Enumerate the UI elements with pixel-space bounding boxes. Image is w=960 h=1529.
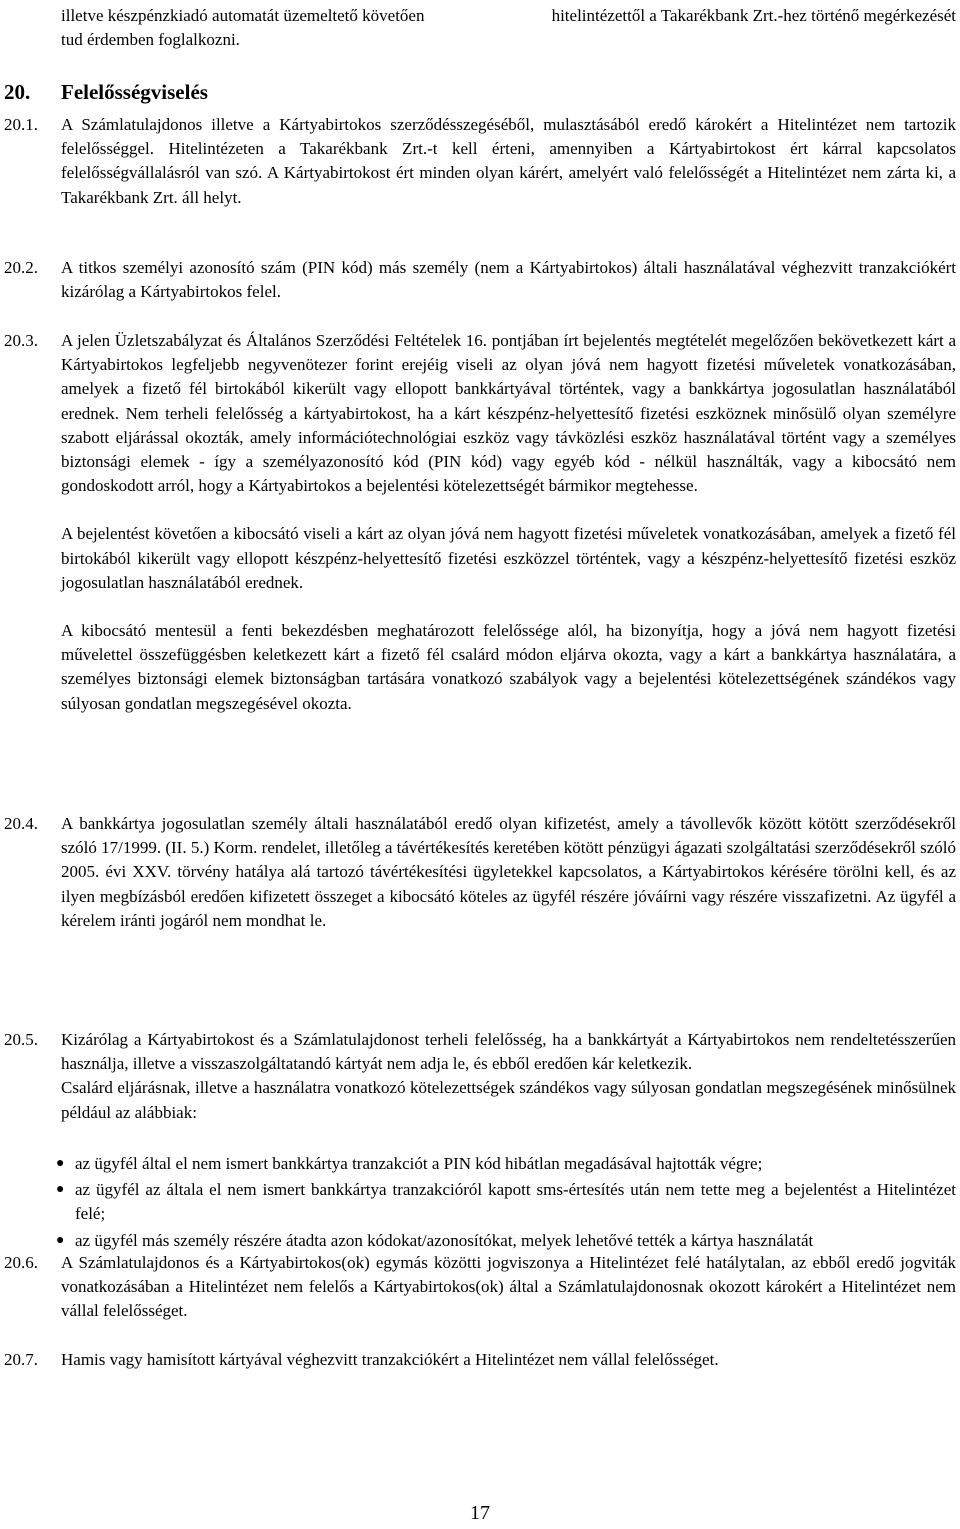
- clause-20-6: [4, 1251, 956, 1324]
- clause-number: 20.7.: [4, 1350, 38, 1369]
- clause-20-4: [4, 812, 956, 933]
- list-item: ● az ügyfél által el nem ismert bankkártya tranzakciót a PIN kód hibátlan megadásával hajtották végre;: [56, 1152, 956, 1176]
- clause-number: 20.4.: [4, 814, 38, 833]
- clause-20-5: [4, 1028, 956, 1125]
- bullet-icon: ●: [56, 1182, 65, 1198]
- list-item: ● az ügyfél az általa el nem ismert bankkártya tranzakcióról kapott sms-értesítés után nem tette meg a bejelentést a Hitelintézet felé;: [56, 1178, 956, 1226]
- clause-text: Hamis vagy hamisított kártyával véghezvitt tranzakciókért a Hitelintézet nem vállal felelősséget.: [61, 1350, 719, 1369]
- clause-paragraph: A kibocsátó mentesül a fenti bekezdésben meghatározott felelőssége alól, ha bizonyítja, hogy a jóvá nem hagyott fizetési művelettel összefüggésben keletkezett kárt a fizető fél csalárd módon eljárva okozta, vagy a kárt a bankkártya használatára, a személyes biztonsági elemek biztonságban tartására vonatkozó szabályok vagy a bejelentési kötelezettségének szándékos vagy súlyosan gondatlan megszegésével okozta.: [61, 621, 956, 713]
- clause-text: A titkos személyi azonosító szám (PIN kód) más személy (nem a Kártyabirtokos) általi használatával véghezvitt tranzakciókért kizárólag a Kártyabirtokos felel.: [61, 258, 956, 302]
- bullet-icon: ●: [56, 1156, 65, 1171]
- section-number: 20.: [4, 80, 31, 104]
- clause-number: 20.1.: [4, 115, 38, 134]
- clause-paragraph: A bejelentést követően a kibocsátó viseli a kárt az olyan jóvá nem hagyott fizetési műveletek vonatkozásában, amelyek a fizető fél birtokából kikerült vagy ellopott készpénz-helyettesítő fizetési eszközzel történtek, vagy a készpénz-helyettesítő fizetési eszköz jogosulatlan használatából erednek.: [61, 524, 956, 592]
- clause-paragraph: A jelen Üzletszabályzat és Általános Szerződési Feltételek 16. pontjában írt bejelentés megtételét megelőzően bekövetkezett kárt a Kártyabirtokos legfeljebb negyvenötezer forint erejéig viseli az olyan jóvá nem hagyott fizetési műveletek vonatkozásában, amelyek a fizető fél birtokából kikerült vagy ellopott bankkártyával történtek, vagy a bankkártya jogosulatlan használatából erednek. Nem terheli felelősség a kártyabirtokost, ha a kárt készpénz-helyettesítő fizetési eszköznek minősülő olyan személyre szabott eljárással okozták, amely információtechnológiai eszköz vagy távközlési eszköz használatával történt vagy a személyes biztonsági elemek - így a személyazonosító kód (PIN kód) vagy egyéb kód - nélkül használták, vagy a kibocsátó nem gondoskodott arról, hogy a Kártyabirtokos a bejelentési kötelezettségét bármikor megtehesse.: [61, 331, 956, 496]
- clause-text: A Számlatulajdonos illetve a Kártyabirtokos szerződésszegéséből, mulasztásából eredő károkért a Hitelintézet nem tartozik felelősséggel. Hitelintézeten a Takarékbank Zrt.-t kell érteni, amennyiben a Kártyabirtokost ért kárral kapcsolatos felelősségvállalásról van szó. A Kártyabirtokost ért minden olyan kárért, amelyért való felelősségét a Hitelintézet nem zárta ki, a Takarékbank Zrt. áll helyt.: [61, 115, 956, 207]
- clause-20-7: [4, 1348, 956, 1372]
- clause-number: 20.6.: [4, 1253, 38, 1272]
- page-number: 17: [470, 1502, 490, 1524]
- bullet-icon: ●: [56, 1232, 65, 1248]
- section-heading: [4, 80, 208, 105]
- clause-paragraph: Csalárd eljárásnak, illetve a használatra vonatkozó kötelezettségek szándékos vagy súlyosan gondatlan megszegésének minősülnek például az alábbiak:: [61, 1078, 956, 1122]
- carryover-left: illetve készpénzkiadó automatát üzemeltető követően tud érdemben foglalkozni.: [61, 6, 425, 49]
- clause-text: A Számlatulajdonos és a Kártyabirtokos(ok) egymás közötti jogviszonya a Hitelintézet felé hatálytalan, az ebből eredő jogviták vonatkozásában a Hitelintézet nem felelős a Kártyabirtokos(ok) által a Számlatulajdonosnak okozott károkért a Hitelintézet nem vállal felelősséget.: [61, 1253, 956, 1321]
- section-title: Felelősségviselés: [61, 80, 208, 104]
- carryover-text: [61, 4, 956, 52]
- clause-20-2: [4, 256, 956, 304]
- clause-number: 20.2.: [4, 258, 38, 277]
- bullet-list: [56, 1152, 956, 1253]
- clause-number: 20.5.: [4, 1030, 38, 1049]
- carryover-right: hitelintézettől a Takarékbank Zrt.-hez történő megérkezését: [551, 6, 956, 25]
- clause-20-1: [4, 113, 956, 210]
- list-item: ● az ügyfél más személy részére átadta azon kódokat/azonosítókat, melyek lehetővé tették a kártya használatát: [56, 1229, 956, 1253]
- clause-text: A bankkártya jogosulatlan személy általi használatából eredő olyan kifizetést, amely a távollevők között kötött szerződésekről szóló 17/1999. (II. 5.) Korm. rendelet, illetőleg a távértékesítés keretében kötött pénzügyi ágazati szolgáltatási szerződésekről szóló 2005. évi XXV. törvény hatálya alá tartozó távértékesítési ügyletekkel kapcsolatos, a Kártyabirtokos kérésére törölni kell, és az ilyen megbízásból eredően kifizetett összeget a kibocsátó köteles az ügyfél részére jóváírni vagy részére visszafizetni. Az ügyfél a kérelem iránti jogáról nem mondhat le.: [61, 814, 957, 930]
- clause-paragraph: Kizárólag a Kártyabirtokost és a Számlatulajdonost terheli felelősség, ha a bankkártyát a Kártyabirtokos nem rendeltetésszerűen használja, illetve a visszaszolgáltatandó kártyát nem adja le, és ebből eredően kár keletkezik.: [61, 1030, 956, 1074]
- clause-20-3: [4, 329, 956, 716]
- clause-number: 20.3.: [4, 331, 38, 350]
